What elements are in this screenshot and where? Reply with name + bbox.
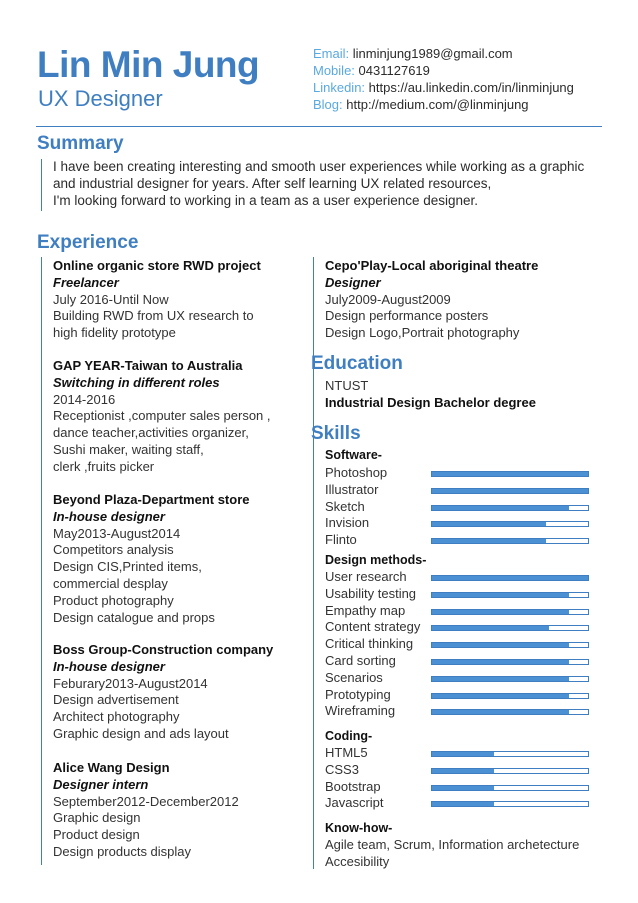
summary-rule: [41, 159, 42, 211]
skill-level-fill: [432, 472, 588, 476]
job-line: commercial desplay: [53, 575, 168, 591]
skills-heading: Skills: [311, 423, 361, 444]
skill-level-fill: [432, 576, 588, 580]
skill-level-fill: [432, 786, 494, 790]
linkedin-label: Linkedin:: [313, 80, 366, 95]
skill-level-fill: [432, 710, 569, 714]
skill-level-fill: [432, 752, 494, 756]
job-role: Switching in different roles: [53, 374, 220, 390]
skill-level-bar: [431, 505, 589, 511]
skill-level-fill: [432, 522, 546, 526]
linkedin-link[interactable]: https://au.linkedin.com/in/linminjung: [368, 80, 574, 95]
job-line: Architect photography: [53, 709, 180, 725]
job-entry: [53, 492, 303, 626]
skill-name: Sketch: [325, 498, 365, 514]
blog-label: Blog:: [313, 97, 343, 112]
skill-name: Empathy map: [325, 602, 406, 618]
job-line: Design Logo,Portrait photography: [325, 325, 520, 341]
skill-level-fill: [432, 489, 588, 493]
candidate-name: Lin Min Jung: [37, 44, 260, 85]
mobile-line: [313, 62, 574, 79]
skill-name: Photoshop: [325, 465, 388, 480]
email-label: Email:: [313, 46, 350, 61]
job-line: Building RWD from UX research to: [53, 308, 254, 324]
job-line: 2014-2016: [53, 391, 116, 407]
summary-text: [53, 158, 584, 209]
job-company: Beyond Plaza-Department store: [53, 492, 250, 507]
email-value[interactable]: linminjung1989@gmail.com: [352, 46, 513, 61]
skill-level-bar: [431, 642, 589, 648]
skill-level-bar: [431, 801, 589, 807]
job-line: Graphic design and ads layout: [53, 725, 229, 741]
job-line: Design products display: [53, 843, 192, 859]
skill-level-bar: [431, 676, 589, 682]
skill-level-fill: [432, 506, 569, 510]
skill-level-bar: [431, 575, 589, 581]
skill-name: Flinto: [325, 532, 357, 548]
job-line: Feburary2013-August2014: [53, 675, 208, 691]
skill-name: Usability testing: [325, 585, 417, 601]
contact-info: [313, 45, 574, 113]
skill-name: Content strategy: [325, 619, 421, 635]
skill-group-title: Design methods-: [325, 553, 427, 567]
job-company: Boss Group-Construction company: [53, 642, 274, 657]
knowhow-title: Know-how-: [325, 821, 393, 835]
job-entry: [53, 642, 303, 743]
skill-level-bar: [431, 659, 589, 665]
job-company: Online organic store RWD project: [53, 258, 261, 273]
summary-line: I'm looking forward to working in a team as a user experience designer.: [53, 193, 479, 208]
job-company: GAP YEAR-Taiwan to Australia: [53, 358, 243, 373]
job-line: Product photography: [53, 592, 174, 608]
education-entry: [325, 378, 605, 412]
skill-name: Card sorting: [325, 653, 396, 668]
knowhow-text: [325, 837, 615, 871]
summary-heading: Summary: [37, 133, 124, 154]
skill-name: Bootstrap: [325, 778, 381, 794]
skill-level-bar: [431, 609, 589, 615]
job-line: Graphic design: [53, 810, 141, 826]
skill-level-bar: [431, 592, 589, 598]
skill-level-fill: [432, 626, 549, 630]
skill-level-bar: [431, 751, 589, 757]
skill-level-fill: [432, 593, 569, 597]
education-heading: Education: [311, 353, 403, 374]
job-entry: [53, 760, 303, 861]
job-line: Competitors analysis: [53, 542, 174, 558]
skill-level-fill: [432, 643, 569, 647]
job-line: Design CIS,Printed items,: [53, 559, 202, 575]
skill-level-bar: [431, 709, 589, 715]
job-company: Alice Wang Design: [53, 760, 170, 775]
job-line: Design advertisement: [53, 692, 179, 708]
skill-name: Prototyping: [325, 686, 391, 702]
skill-level-bar: [431, 693, 589, 699]
header-divider: [36, 126, 602, 127]
job-title: UX Designer: [38, 86, 163, 111]
skill-level-fill: [432, 610, 569, 614]
job-line: Receptionist ,computer sales person ,: [53, 408, 271, 424]
job-line: high fidelity prototype: [53, 325, 176, 341]
job-line: Design catalogue and props: [53, 609, 215, 625]
job-line: dance teacher,activities organizer,: [53, 425, 249, 441]
skill-level-bar: [431, 471, 589, 477]
blog-link[interactable]: http://medium.com/@linminjung: [346, 97, 529, 112]
job-line: Sushi maker, waiting staff,: [53, 441, 204, 457]
job-role: Designer: [325, 274, 381, 290]
job-line: Product design: [53, 827, 140, 843]
linkedin-line: [313, 79, 574, 96]
experience-rule: [41, 257, 42, 865]
skill-level-bar: [431, 625, 589, 631]
skill-level-bar: [431, 768, 589, 774]
job-line: July 2016-Until Now: [53, 291, 169, 307]
job-entry: [53, 358, 303, 476]
job-line: September2012-December2012: [53, 793, 239, 809]
job-line: Design performance posters: [325, 308, 489, 324]
knowhow-line: Agile team, Scrum, Information archetecture: [325, 837, 580, 852]
skill-level-fill: [432, 539, 546, 543]
skill-level-fill: [432, 694, 569, 698]
skill-name: Javascript: [325, 795, 384, 811]
summary-line: I have been creating interesting and smooth user experiences while working as a graphic: [53, 159, 585, 174]
skill-level-bar: [431, 785, 589, 791]
right-column-rule: [313, 257, 314, 869]
mobile-value: 0431127619: [358, 63, 430, 78]
experience-heading: Experience: [37, 232, 139, 253]
skill-name: User research: [325, 569, 407, 584]
job-company: Cepo'Play-Local aboriginal theatre: [325, 258, 539, 273]
email-line: [313, 45, 574, 62]
skill-name: Invision: [325, 515, 370, 531]
job-role: In-house designer: [53, 658, 165, 674]
job-line: July2009-August2009: [325, 291, 451, 307]
skill-level-fill: [432, 769, 494, 773]
skill-name: Critical thinking: [325, 636, 414, 652]
school-name: NTUST: [325, 378, 369, 393]
skill-group-title: Software-: [325, 448, 382, 462]
job-role: In-house designer: [53, 508, 165, 524]
blog-line: [313, 96, 574, 113]
job-line: May2013-August2014: [53, 525, 181, 541]
skill-name: Wireframing: [325, 703, 396, 719]
job-entry: [53, 258, 303, 342]
job-role: Designer intern: [53, 776, 149, 792]
skill-name: HTML5: [325, 745, 368, 760]
summary-line: and industrial designer for years. After self learning UX related resources,: [53, 176, 492, 191]
job-line: clerk ,fruits picker: [53, 458, 155, 474]
skill-level-fill: [432, 677, 569, 681]
skill-level-bar: [431, 538, 589, 544]
skill-level-bar: [431, 521, 589, 527]
mobile-label: Mobile:: [313, 63, 355, 78]
skill-name: Scenarios: [325, 669, 383, 685]
skill-name: Illustrator: [325, 481, 379, 497]
skill-name: CSS3: [325, 761, 359, 777]
skill-group-title: Coding-: [325, 729, 373, 743]
skill-level-bar: [431, 488, 589, 494]
job-entry: [325, 258, 605, 342]
knowhow-line: Accesibility: [325, 853, 390, 869]
degree: Industrial Design Bachelor degree: [325, 394, 536, 410]
job-role: Freelancer: [53, 274, 119, 290]
skill-level-fill: [432, 660, 569, 664]
skill-level-fill: [432, 802, 494, 806]
